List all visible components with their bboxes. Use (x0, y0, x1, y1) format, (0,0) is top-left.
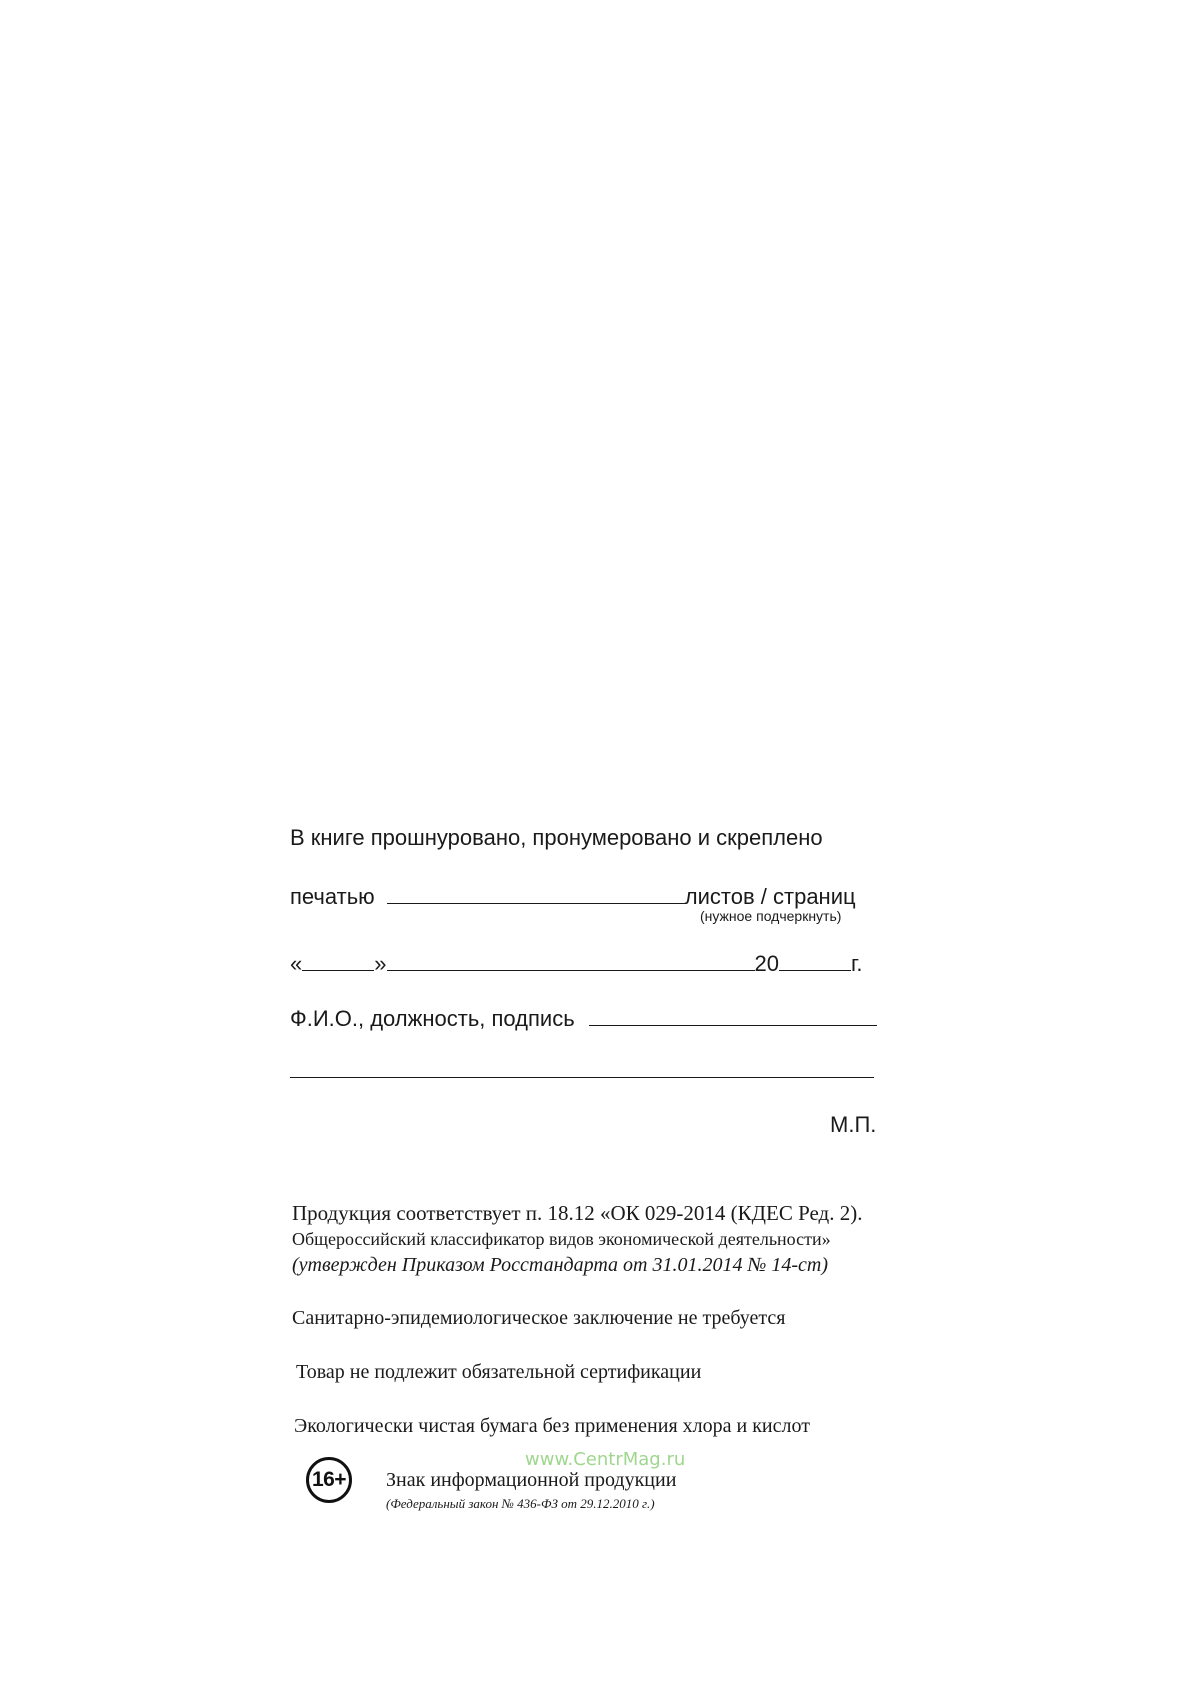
form-line-4 (290, 1005, 877, 1032)
sanitary-text: Санитарно-эпидемиологическое заключение не требуется (292, 1307, 786, 1329)
close-quote: » (374, 951, 387, 976)
year-suffix: г. (850, 951, 863, 976)
age-mark-law: (Федеральный закон № 436-ФЗ от 29.12.2010 г.) (386, 1496, 655, 1511)
conformity-line-1: Продукция соответствует п. 18.12 «ОК 029-2014 (КДЕС Ред. 2). (292, 1201, 863, 1225)
sheets-count-field[interactable] (387, 883, 685, 904)
watermark-text: www.CentrMag.ru (525, 1449, 686, 1470)
month-field[interactable] (387, 950, 755, 971)
signature-field[interactable] (589, 1005, 877, 1026)
day-field[interactable] (302, 950, 374, 971)
underline-note: (нужное подчеркнуть) (700, 908, 842, 924)
certification-text: Товар не подлежит обязательной сертификации (296, 1361, 702, 1383)
year-prefix: 20 (754, 951, 779, 976)
form-line-1: В книге прошнуровано, пронумеровано и скреплено (290, 825, 823, 850)
form-line-2 (290, 883, 856, 910)
conformity-line-2: Общероссийский классификатор видов экономической деятельности» (292, 1229, 831, 1249)
age-16-plus-icon: 16+ (306, 1457, 352, 1503)
conformity-line-3: (утвержден Приказом Росстандарта от 31.01.2014 № 14-ст) (292, 1254, 828, 1276)
signature-extra-line[interactable] (290, 1077, 874, 1078)
year-field[interactable] (779, 950, 851, 971)
stamp-label: М.П. (830, 1112, 877, 1137)
open-quote: « (290, 951, 303, 976)
age-mark-title: Знак информационной продукции (386, 1469, 677, 1491)
sheets-suffix: листов / страниц (684, 884, 856, 909)
eco-text: Экологически чистая бумага без применения хлора и кислот (294, 1415, 810, 1437)
form-line-3 (290, 950, 862, 977)
sheets-prefix: печатью (290, 884, 375, 909)
signature-label: Ф.И.О., должность, подпись (290, 1006, 575, 1031)
